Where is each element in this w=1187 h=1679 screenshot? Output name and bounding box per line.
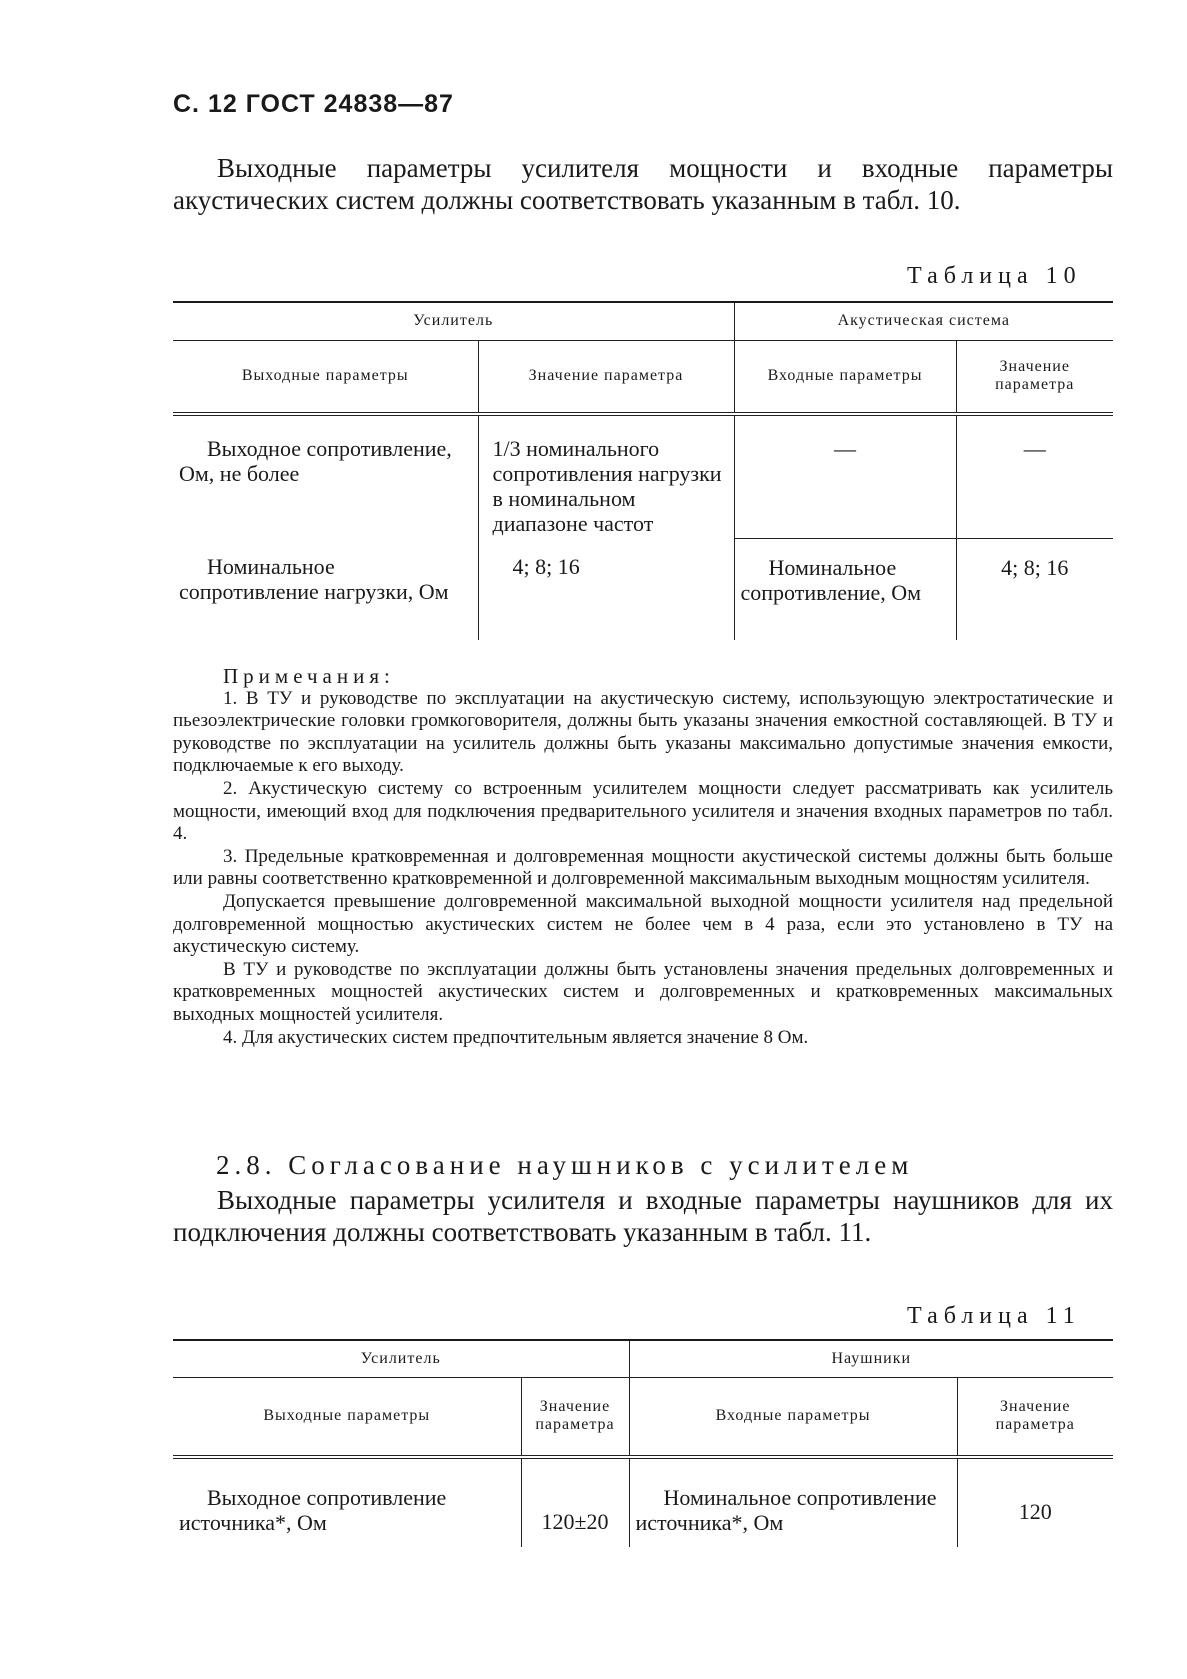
page-header: С. 12 ГОСТ 24838—87: [173, 90, 454, 118]
table10-r1-c4: —: [956, 414, 1113, 538]
table10-r1-c3: —: [734, 414, 956, 538]
table-row: [173, 1457, 1113, 1547]
table10-group-speaker: Акустическая система: [734, 303, 1113, 340]
note-1: 1. В ТУ и руководстве по эксплуатации на акустическую систему, использующую электростатические и пьезоэлектрические головки громкоговорителя, должны быть указаны значения емкостной составляющей. В ТУ и руководстве по эксплуатации на усилитель должны быть указаны максимально допустимые значения емкости, подключаемые к его выходу.: [173, 687, 1113, 777]
table10-col-value: Значение параметра: [478, 340, 734, 414]
table11-caption: Таблица 11: [907, 1303, 1081, 1329]
table11-r1-c4: 120: [957, 1457, 1113, 1547]
table11-col-output-params: Выходные параметры: [263, 1407, 431, 1425]
intro-paragraph: Выходные параметры усилителя мощности и входные параметры акустических систем должны соответствовать указанным в табл. 10.: [173, 153, 1113, 215]
table11-r1-c3: Номинальное сопротивление источника*, Ом: [629, 1457, 957, 1547]
table-row: [173, 538, 1113, 640]
notes-title: Примечания:: [223, 664, 395, 688]
table-row: [173, 414, 1113, 538]
table11-r1-c2: 120±20: [521, 1457, 629, 1547]
table10-col-output-params: Выходные параметры: [241, 367, 409, 385]
table11-col-value: Значение параметра: [521, 1377, 629, 1457]
note-2: 2. Акустическую систему со встроенным усилителем мощности следует рассматривать как усилитель мощности, имеющий вход для подключения предварительного усилителя и значения входных параметров по табл. 4.: [173, 777, 1113, 845]
notes-block: [173, 665, 1113, 1049]
table11-r1-c1: Выходное сопротивление источника*, Ом: [179, 1485, 447, 1535]
table-10: [173, 303, 1113, 640]
table11-col-input-params: Входные параметры: [629, 1377, 957, 1457]
note-4: 4. Для акустических систем предпочтительным является значение 8 Ом.: [223, 1026, 809, 1048]
note-3a: Допускается превышение долговременной максимальной выходной мощности усилителя над предельной долговременной мощностью акустических систем не более чем в 4 раза, если это установлено в ТУ на акустическую систему.: [173, 890, 1113, 958]
table11-group-amplifier: Усилитель: [173, 1341, 629, 1377]
section-heading: 2.8. Согласование наушников с усилителем: [216, 1150, 914, 1180]
table10-r2-c1: Номинальное сопротивление нагрузки, Ом: [179, 554, 449, 604]
table10-r1-c2: 1/3 номинального сопротивления нагрузки в номинальном диапазоне частот: [478, 414, 734, 538]
table10-col-input-params: Входные параметры: [734, 340, 956, 414]
table10-col-value-2: Значение параметра: [956, 340, 1113, 414]
table11-group-headphones: Наушники: [629, 1341, 1113, 1377]
table-11: [173, 1341, 1113, 1547]
table10-r2-c3: Номинальное сопротивление, Ом: [734, 538, 956, 640]
table10-group-amplifier: Усилитель: [173, 303, 734, 340]
table10-r2-c2: 4; 8; 16: [478, 538, 734, 640]
table11-col-value-2: Значение параметра: [957, 1377, 1113, 1457]
table10-r1-c1: Выходное сопротивление, Ом, не более: [179, 436, 452, 486]
section-paragraph: Выходные параметры усилителя и входные параметры наушников для их подключения должны соответствовать указанным в табл. 11.: [173, 1185, 1113, 1247]
table10-caption: Таблица 10: [907, 263, 1082, 289]
note-3: 3. Предельные кратковременная и долговременная мощности акустической системы должны быть больше или равны соответственно кратковременной и долговременной максимальным выходным мощностям усилителя.: [173, 845, 1113, 890]
note-3b: В ТУ и руководстве по эксплуатации должны быть установлены значения предельных долговременных и кратковременных мощностей акустических систем и долговременных и кратковременных максимальных выходных мощностей усилителя.: [173, 958, 1113, 1025]
table10-r2-c4: 4; 8; 16: [956, 538, 1113, 640]
